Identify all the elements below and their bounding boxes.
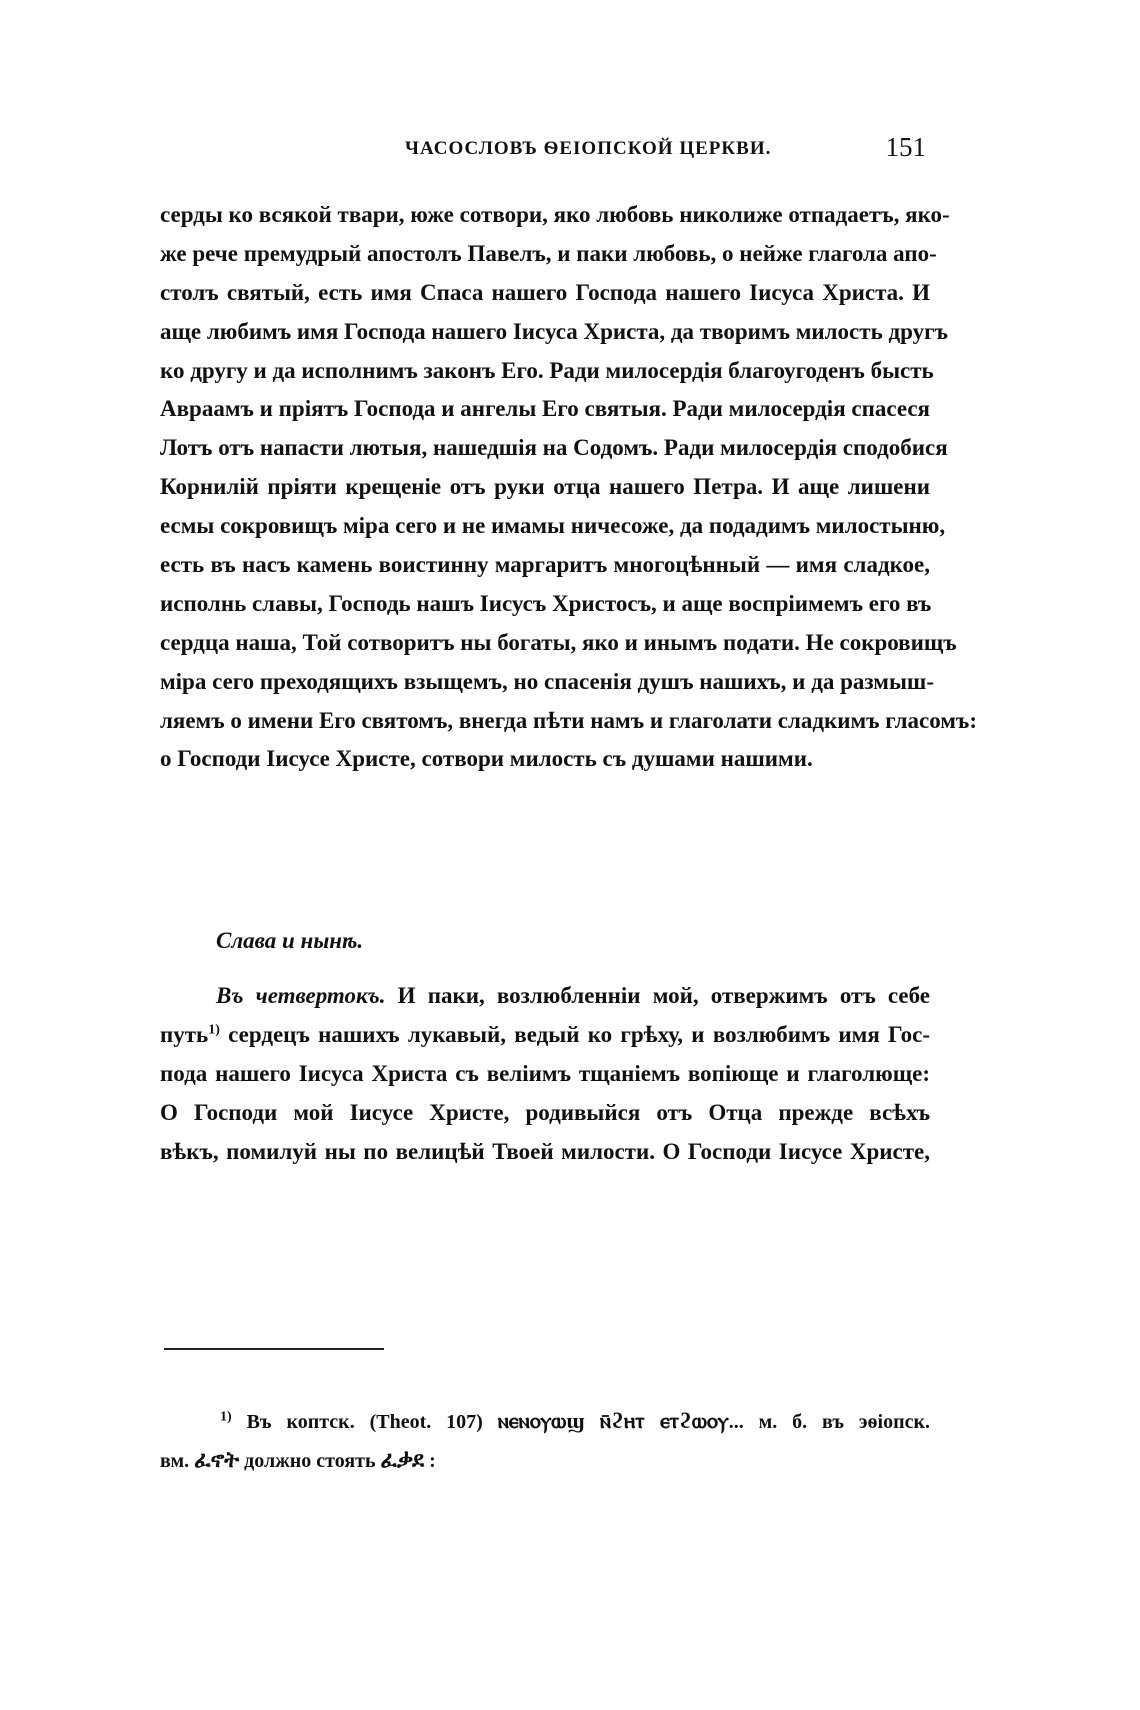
section-heading: Слава и нынѣ. (216, 928, 364, 953)
text-fragment: сердецъ нашихъ лукавый, ведый ко грѣху, и возлюбимъ имя Гос- (228, 1021, 931, 1047)
footnote-text: ... м. б. въ эѳіопск. (728, 1411, 930, 1433)
text-line: пода нашего Іисуса Христа съ веліимъ тщаніемъ вопіюще и глаголюще: (160, 1060, 930, 1086)
footnote-text: : (429, 1450, 436, 1472)
text-line: аще любимъ имя Господа нашего Іисуса Христа, да творимъ милость другъ (160, 318, 948, 344)
footnote-line (160, 1402, 930, 1441)
text-line: столъ святый, есть имя Спаса нашего Господа нашего Іисуса Христа. И (160, 279, 930, 305)
text-line: Лотъ отъ напасти лютыя, нашедшія на Содомъ. Ради милосердія сподобися (160, 435, 948, 461)
text-fragment: И паки, возлюбленніи мой, отвержимъ отъ себе (397, 983, 930, 1008)
paragraph-2 (160, 977, 930, 1171)
coptic-text: ⲛⲉⲛⲟⲩⲱϣ ⲛ̄ϩⲏⲧ ⲉⲧϩⲱⲟⲩ (497, 1408, 729, 1433)
footnote-reference[interactable]: 1) (208, 1022, 220, 1038)
text-line: Авраамъ и пріятъ Господа и ангелы Его святыя. Ради милосердія спасеся (160, 396, 930, 422)
text-line: ко другу и да исполнимъ законъ Его. Ради милосердія благоугоденъ бысть (160, 357, 934, 383)
footnote-divider (164, 1348, 384, 1350)
footnote-block (160, 1402, 930, 1480)
text-line: міра сего преходящихъ взыщемъ, но спасенія душъ нашихъ, и да размыш- (160, 668, 934, 694)
text-line: есмы сокровищъ міра сего и не имамы ничесоже, да подадимъ милостыню, (160, 513, 946, 539)
ethiopic-text: ፈኖት (194, 1447, 240, 1472)
text-line-first (160, 977, 930, 1016)
running-title: ЧАСОСЛОВЪ ѲЕІОПСКОЙ ЦЕРКВИ. (405, 138, 772, 159)
page-header (160, 132, 930, 172)
text-line: исполнь славы, Господь нашъ Іисусъ Христосъ, и аще воспріимемъ его въ (160, 590, 932, 616)
text-line: есть въ насъ камень воистинну маргаритъ многоцѣнный — имя сладкое, (160, 552, 930, 578)
paragraph-1 (160, 196, 977, 779)
ethiopic-text: ፈቃደ (380, 1447, 425, 1472)
text-line: ляемъ о имени Его святомъ, внегда пѣти намъ и глаголати сладкимъ гласомъ: (160, 707, 977, 733)
text-line: серды ко всякой твари, юже сотвори, яко любовь николиже отпадаетъ, яко- (160, 202, 950, 227)
text-line: О Господи мой Іисусе Христе, родивыйся отъ Отца прежде всѣхъ (160, 1099, 930, 1125)
page-number: 151 (885, 132, 926, 162)
text-line: же рече премудрый апостолъ Павелъ, и паки любовь, о нейже глагола апо- (160, 240, 937, 266)
text-line: о Господи Іисусе Христе, сотвори милость съ душами нашими. (160, 746, 813, 772)
text-line: вѣкъ, помилуй ны по велицѣй Твоей милости. О Господи Іисусе Христе, (160, 1138, 930, 1164)
footnote-line (160, 1441, 930, 1480)
day-label: Въ четвертокъ. (216, 983, 386, 1008)
footnote-text: должно стоять (244, 1450, 376, 1472)
text-line-with-footnote (160, 1016, 930, 1055)
footnote-text: вм. (160, 1450, 190, 1472)
text-line: сердца наша, Той сотворитъ ны богаты, яко и инымъ подати. Не сокровищъ (160, 629, 957, 655)
text-line: Корнилій пріяти крещеніе отъ руки отца нашего Петра. И аще лишени (160, 474, 930, 500)
text-fragment: путь (160, 1021, 209, 1047)
footnote-mark: 1) (220, 1409, 232, 1425)
footnote-text: Въ коптск. (Theot. 107) (246, 1411, 483, 1433)
